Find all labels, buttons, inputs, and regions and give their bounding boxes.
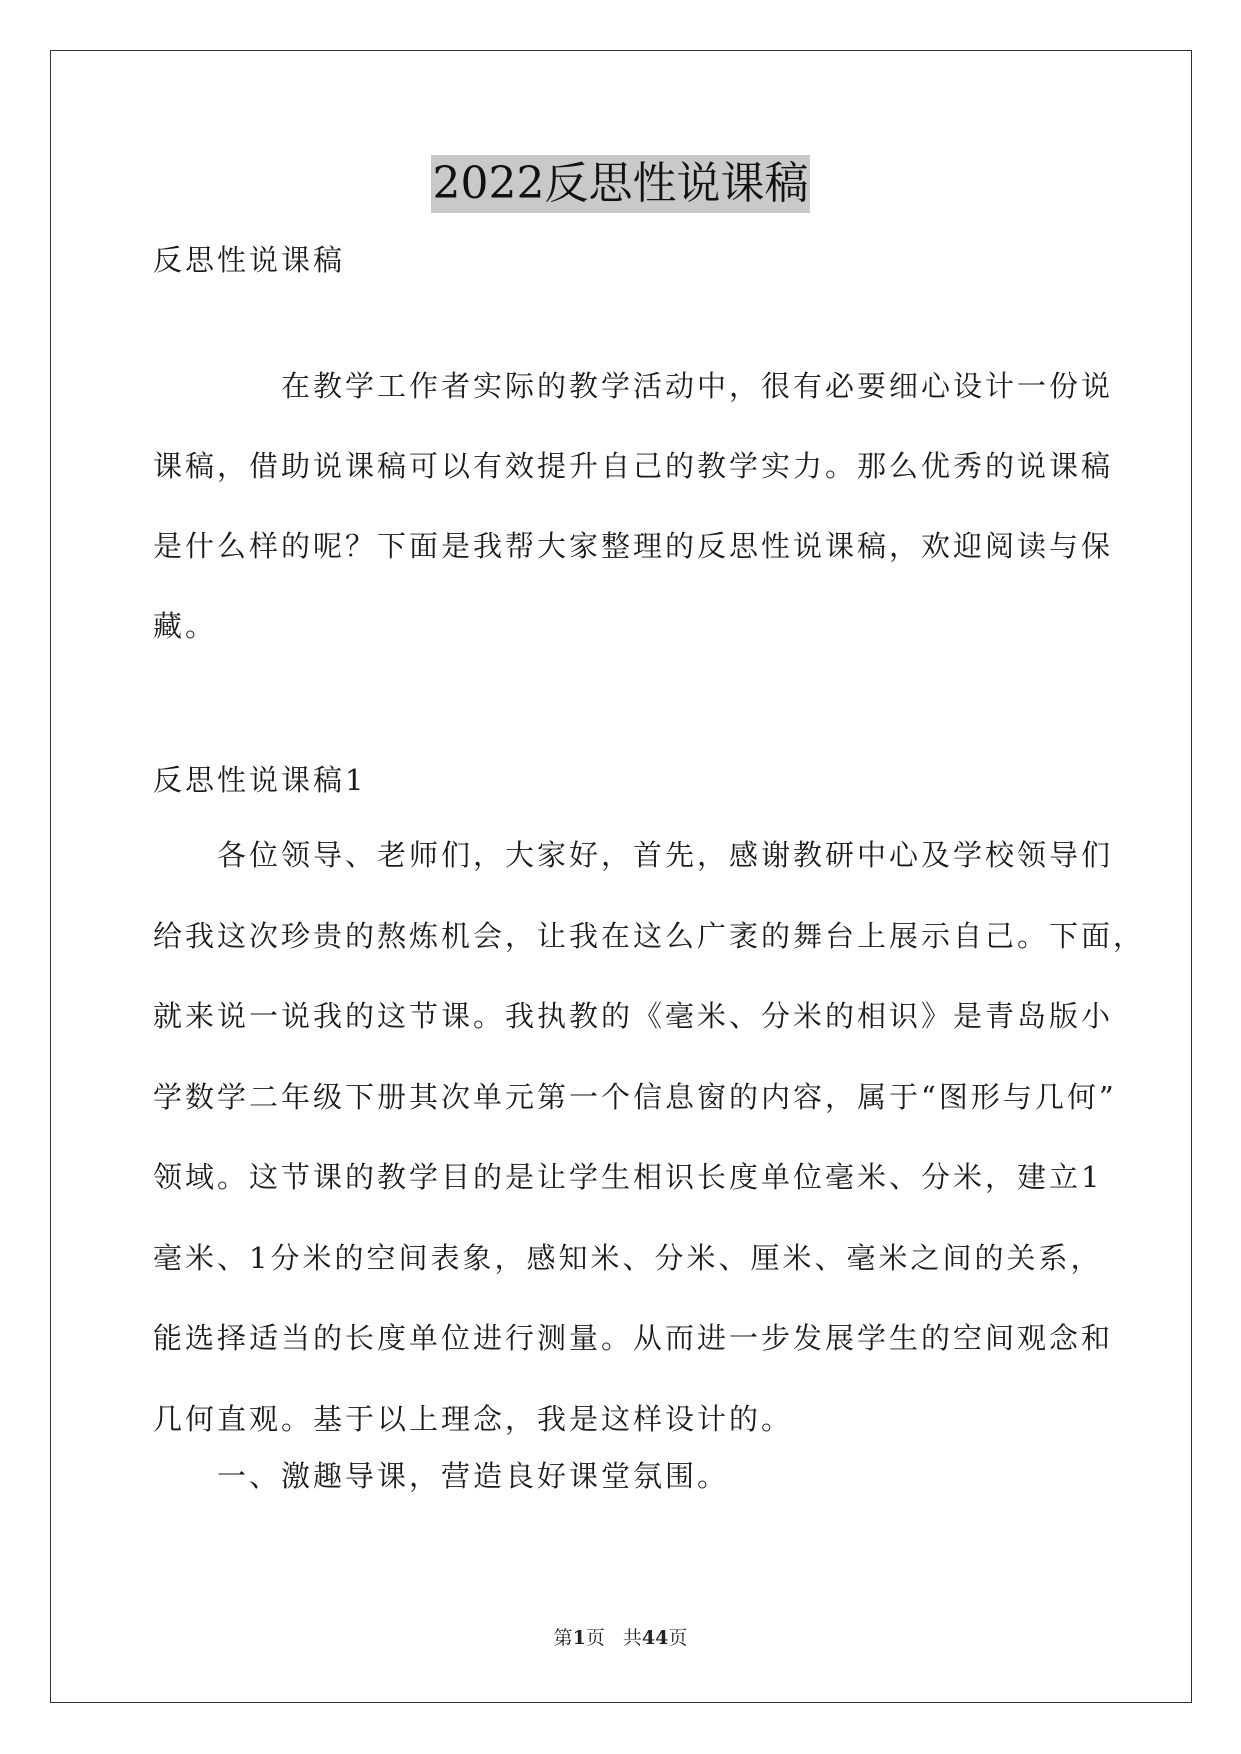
intro-line: 课稿，借助说课稿可以有效提升自己的教学实力。那么优秀的说课稿 [153, 449, 1114, 483]
footer-total-prefix: 共 [622, 1627, 642, 1649]
current-page-number: 1 [572, 1627, 586, 1649]
section-line: 领域。这节课的教学目的是让学生相识长度单位毫米、分米，建立1 [153, 1160, 1103, 1194]
section-line: 学数学二年级下册其次单元第一个信息窗的内容，属于“图形与几何” [153, 1079, 1117, 1114]
footer-total-suffix: 页 [668, 1627, 688, 1649]
section-paragraph [153, 815, 1146, 1459]
point-one-heading: 一、激趣导课，营造良好课堂氛围。 [153, 1459, 730, 1493]
intro-line: 在教学工作者实际的教学活动中，很有必要细心设计一份说 [153, 369, 1114, 403]
section-line: 能选择适当的长度单位进行测量。从而进一步发展学生的空间观念和 [153, 1321, 1114, 1355]
section-line: 给我这次珍贵的熬炼机会，让我在这么广袤的舞台上展示自己。下面， [153, 918, 1146, 953]
total-pages-number: 44 [641, 1627, 669, 1649]
section-line: 就来说一说我的这节课。我执教的《毫米、分米的相识》是青岛版小 [153, 999, 1114, 1033]
footer-prefix: 第 [553, 1627, 573, 1649]
title-container [0, 155, 1241, 213]
intro-line: 是什么样的呢？下面是我帮大家整理的反思性说课稿，欢迎阅读与保 [153, 529, 1114, 563]
section-line: 毫米、1分米的空间表象，感知米、分米、厘米、毫米之间的关系， [153, 1240, 1103, 1275]
footer-page-word: 页 [585, 1627, 605, 1649]
document-title: 2022反思性说课稿 [431, 155, 811, 213]
document-subtitle: 反思性说课稿 [153, 243, 346, 277]
section-line: 各位领导、老师们，大家好，首先，感谢教研中心及学校领导们 [153, 838, 1114, 872]
intro-line: 藏。 [153, 609, 218, 643]
section-line: 几何直观。基于以上理念，我是这样设计的。 [153, 1401, 794, 1436]
intro-paragraph [153, 346, 1114, 666]
section-heading: 反思性说课稿1 [153, 763, 367, 797]
page-footer [0, 1625, 1241, 1651]
